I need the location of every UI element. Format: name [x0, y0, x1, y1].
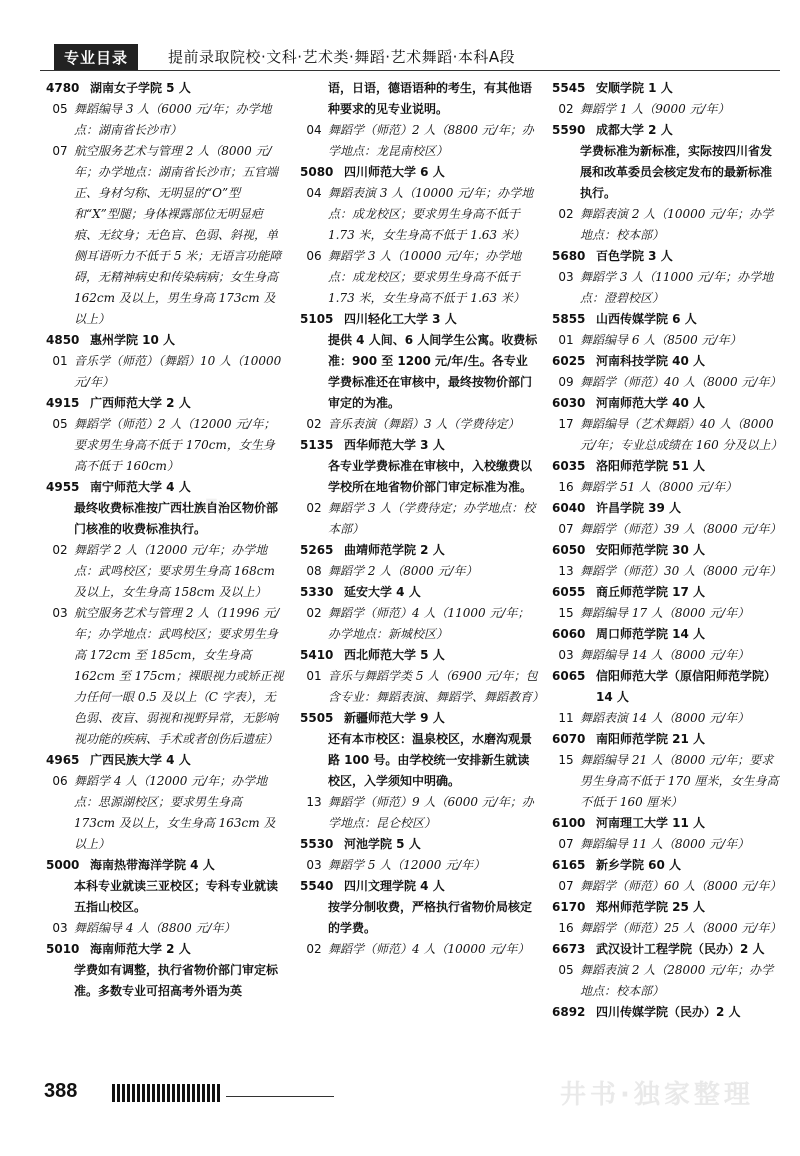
- school-code: 4915: [46, 396, 80, 410]
- school-note: 按学分制收费，严格执行省物价局核定的学费。: [328, 900, 533, 935]
- school-code: 5505: [300, 711, 334, 725]
- major-description: 舞蹈学 3 人（学费待定；办学地点：校本部）: [328, 501, 536, 536]
- background-watermark: ·: [200, 470, 253, 540]
- school-entry: [300, 876, 538, 897]
- major-description: 舞蹈编导 14 人（8000 元/年）: [580, 648, 750, 662]
- school-entry: [552, 120, 782, 141]
- school-code: 6060: [552, 627, 586, 641]
- school-code: 5540: [300, 879, 334, 893]
- major-description: 舞蹈学 5 人（12000 元/年）: [328, 858, 486, 872]
- major-code: 04: [306, 186, 322, 200]
- school-code: 6673: [552, 942, 586, 956]
- major-code: 13: [558, 564, 574, 578]
- school-code: 6035: [552, 459, 586, 473]
- school-note: 本科专业就读三亚校区；专科专业就读五指山校区。: [74, 879, 279, 914]
- school-entry: [552, 897, 782, 918]
- major-description: 舞蹈编导 11 人（8000 元/年）: [580, 837, 750, 851]
- major-entry: [552, 876, 782, 897]
- header-rule: [40, 70, 780, 71]
- school-code: 6040: [552, 501, 586, 515]
- school-entry: [46, 393, 284, 414]
- major-code: 07: [558, 522, 574, 536]
- major-description: 舞蹈编导 6 人（8500 元/年）: [580, 333, 742, 347]
- major-description: 舞蹈学（师范）39 人（8000 元/年）: [580, 522, 782, 536]
- major-entry: [552, 750, 782, 813]
- school-name: 安顺学院 1 人: [596, 81, 673, 95]
- school-entry: [300, 435, 538, 456]
- major-description: 舞蹈编导 4 人（8800 元/年）: [74, 921, 236, 935]
- major-entry: [300, 414, 538, 435]
- major-description: 音乐与舞蹈学类 5 人（6900 元/年；包含专业：舞蹈表演、舞蹈学、舞蹈教育）: [328, 669, 545, 704]
- school-entry: [46, 477, 284, 498]
- school-name: 河南理工大学 11 人: [596, 816, 706, 830]
- school-name: 南宁师范大学 4 人: [90, 480, 191, 494]
- major-description: 航空服务艺术与管理 2 人（8000 元/年；办学地点：湖南省长沙市；五官端正、身材匀称、无明显的“O”型和“X”型腿；身体裸露部位无明显疤痕、无纹身；无色盲、色弱、斜视，单侧耳语听力不低于 5 米；无语言功能障碍，无精神病史和传染病病；女生身高 162cm 及以上，男生身高 173cm 及以上）: [74, 144, 282, 326]
- school-name: 河南师范大学 40 人: [596, 396, 706, 410]
- major-entry: [46, 141, 284, 330]
- major-entry: [552, 99, 782, 120]
- watermark-text: 井书·独家整理: [560, 1080, 754, 1110]
- major-code: 06: [306, 249, 322, 263]
- school-entry: [300, 834, 538, 855]
- major-description: 舞蹈学 2 人（8000 元/年）: [328, 564, 478, 578]
- school-code: 4955: [46, 480, 80, 494]
- major-entry: [300, 666, 545, 708]
- school-note: 学费标准为新标准，实际按四川省发展和改革委员会核定发布的最新标准执行。: [580, 144, 773, 200]
- school-code: 4780: [46, 81, 80, 95]
- school-code: 6050: [552, 543, 586, 557]
- major-description: 舞蹈编导 3 人（6000 元/年；办学地点：湖南省长沙市）: [74, 102, 272, 137]
- major-code: 02: [306, 942, 322, 956]
- major-entry: [300, 561, 538, 582]
- school-name: 河池学院 5 人: [344, 837, 421, 851]
- major-entry: [46, 918, 284, 939]
- school-name: 西北师范大学 5 人: [344, 648, 445, 662]
- major-description: 舞蹈学（师范）60 人（8000 元/年）: [580, 879, 782, 893]
- school-name: 四川传媒学院（民办）2 人: [596, 1005, 741, 1019]
- major-entry: [552, 645, 782, 666]
- school-code: 6170: [552, 900, 586, 914]
- school-code: 6070: [552, 732, 586, 746]
- school-entry: [552, 498, 782, 519]
- school-code: 5590: [552, 123, 586, 137]
- school-note: 各专业学费标准在审核中，入校缴费以学校所在地省物价部门审定标准为准。: [328, 459, 533, 494]
- major-code: 03: [306, 858, 322, 872]
- school-name: 安阳师范学院 30 人: [596, 543, 706, 557]
- major-entry: [552, 603, 782, 624]
- school-entry: [552, 1002, 782, 1023]
- major-entry: [300, 498, 538, 540]
- school-name: 山西传媒学院 6 人: [596, 312, 697, 326]
- major-description: 舞蹈表演 14 人（8000 元/年）: [580, 711, 750, 725]
- school-entry: [552, 666, 782, 708]
- school-code: 5680: [552, 249, 586, 263]
- major-code: 15: [558, 753, 574, 767]
- barcode-decoration: [112, 1084, 222, 1102]
- major-description: 舞蹈学（师范）9 人（6000 元/年；办学地点：昆仑校区）: [328, 795, 534, 830]
- school-name: 四川文理学院 4 人: [344, 879, 445, 893]
- school-code: 6100: [552, 816, 586, 830]
- major-code: 11: [558, 711, 574, 725]
- major-entry: [552, 372, 782, 393]
- school-name: 武汉设计工程学院（民办）2 人: [596, 942, 765, 956]
- school-code: 5000: [46, 858, 80, 872]
- school-entry: [552, 939, 782, 960]
- school-name: 南阳师范学院 21 人: [596, 732, 706, 746]
- major-entry: [46, 351, 284, 393]
- major-code: 06: [52, 774, 68, 788]
- school-code: 6892: [552, 1005, 586, 1019]
- major-code: 09: [558, 375, 574, 389]
- school-note: 提供 4 人间、6 人间学生公寓。收费标准：900 至 1200 元/年/生。各专业学费标准还在审核中，最终按物价部门审定的为准。: [328, 333, 538, 410]
- school-name: 周口师范学院 14 人: [596, 627, 706, 641]
- major-code: 16: [558, 921, 574, 935]
- major-description: 舞蹈学（师范）2 人（12000 元/年；要求男生身高不低于 170cm，女生身高不低于 160cm）: [74, 417, 276, 473]
- school-entry: [46, 939, 284, 960]
- major-entry: [552, 330, 782, 351]
- school-code: 6165: [552, 858, 586, 872]
- major-description: 舞蹈学（师范）30 人（8000 元/年）: [580, 564, 782, 578]
- school-entry: [46, 855, 284, 876]
- major-code: 07: [558, 879, 574, 893]
- school-name: 商丘师范学院 17 人: [596, 585, 706, 599]
- major-description: 舞蹈表演 2 人（10000 元/年；办学地点：校本部）: [580, 207, 774, 242]
- school-entry: [552, 855, 782, 876]
- major-code: 16: [558, 480, 574, 494]
- major-code: 03: [52, 606, 68, 620]
- major-code: 01: [52, 354, 68, 368]
- school-name: 成都大学 2 人: [596, 123, 673, 137]
- major-entry: [46, 603, 284, 750]
- major-description: 航空服务艺术与管理 2 人（11996 元/年；办学地点：武鸣校区；要求男生身高 172cm 至 185cm，女生身高 162cm 至 175cm；裸眼视力或矫正视力任何一眼 0.5 及以上（C 字表），无色弱、夜盲、弱视和视野异常，无影响视功能的疾病、手术或者创伤后遗症）: [74, 606, 284, 746]
- school-name: 四川轻化工大学 3 人: [344, 312, 457, 326]
- major-description: 舞蹈学 51 人（8000 元/年）: [580, 480, 738, 494]
- major-description: 舞蹈学（师范）25 人（8000 元/年）: [580, 921, 782, 935]
- school-entry: [552, 78, 782, 99]
- school-note: 学费如有调整，执行省物价部门审定标准。多数专业可招高考外语为英: [74, 963, 279, 998]
- major-description: 音乐表演（舞蹈）3 人（学费待定）: [328, 417, 520, 431]
- page-header: [40, 44, 780, 70]
- major-description: 舞蹈学 4 人（12000 元/年；办学地点：思源湖校区；要求男生身高 173cm 及以上，女生身高 163cm 及以上）: [74, 774, 276, 851]
- major-entry: [552, 204, 782, 246]
- major-code: 03: [558, 270, 574, 284]
- school-code: 5105: [300, 312, 334, 326]
- school-entry: [552, 246, 782, 267]
- school-entry: [552, 813, 782, 834]
- school-name: 许昌学院 39 人: [596, 501, 682, 515]
- major-description: 舞蹈表演 2 人（28000 元/年；办学地点：校本部）: [580, 963, 774, 998]
- school-entry: [300, 708, 538, 729]
- school-code: 4965: [46, 753, 80, 767]
- major-code: 17: [558, 417, 574, 431]
- major-code: 03: [558, 648, 574, 662]
- school-name: 信阳师范大学（原信阳师范学院）14 人: [596, 669, 777, 704]
- school-entry: [552, 393, 782, 414]
- school-entry: [300, 162, 538, 183]
- major-description: 舞蹈学（师范）4 人（10000 元/年）: [328, 942, 530, 956]
- school-code: 5855: [552, 312, 586, 326]
- school-name: 惠州学院 10 人: [90, 333, 176, 347]
- major-description: 舞蹈编导 17 人（8000 元/年）: [580, 606, 750, 620]
- major-entry: [552, 477, 782, 498]
- section-tag: 专业目录: [54, 44, 138, 71]
- school-code: 5545: [552, 81, 586, 95]
- school-entry: [46, 78, 284, 99]
- major-entry: [552, 708, 782, 729]
- major-entry: [552, 267, 782, 309]
- school-note: 还有本市校区：温泉校区，水磨沟观景路 100 号。由学校统一安排新生就读校区，入学须知中明确。: [328, 732, 533, 788]
- school-name: 延安大学 4 人: [344, 585, 421, 599]
- major-description: 舞蹈表演 3 人（10000 元/年；办学地点：成龙校区；要求男生身高不低于 1.73 米，女生身高不低于 1.63 米）: [328, 186, 534, 242]
- major-entry: [46, 99, 284, 141]
- major-code: 07: [558, 837, 574, 851]
- major-entry: [300, 792, 538, 834]
- school-note: 语，日语，德语语种的考生，有其他语种要求的见专业说明。: [328, 81, 533, 116]
- catalog-column-2: [300, 78, 545, 960]
- school-entry: [552, 456, 782, 477]
- school-code: 5080: [300, 165, 334, 179]
- major-entry: [300, 855, 538, 876]
- major-entry: [552, 960, 782, 1002]
- school-entry: [300, 582, 538, 603]
- school-entry: [552, 309, 782, 330]
- school-name: 新疆师范大学 9 人: [344, 711, 445, 725]
- school-entry: [552, 729, 782, 750]
- school-name: 曲靖师范学院 2 人: [344, 543, 445, 557]
- school-name: 海南热带海洋学院 4 人: [90, 858, 215, 872]
- school-name: 郑州师范学院 25 人: [596, 900, 706, 914]
- major-code: 07: [52, 144, 68, 158]
- school-entry: [552, 540, 782, 561]
- major-description: 舞蹈学（师范）4 人（11000 元/年；办学地点：新城校区）: [328, 606, 530, 641]
- major-code: 02: [52, 543, 68, 557]
- major-code: 15: [558, 606, 574, 620]
- school-code: 5530: [300, 837, 334, 851]
- major-code: 05: [558, 963, 574, 977]
- school-name: 广西民族大学 4 人: [90, 753, 191, 767]
- major-entry: [552, 519, 782, 540]
- major-description: 舞蹈编导（艺术舞蹈）40 人（8000 元/年；专业总成绩在 160 分及以上）: [580, 417, 783, 452]
- major-code: 01: [558, 333, 574, 347]
- major-description: 舞蹈学（师范）2 人（8800 元/年；办学地点：龙昆南校区）: [328, 123, 534, 158]
- major-entry: [300, 246, 538, 309]
- school-entry: [552, 582, 782, 603]
- school-entry: [46, 750, 284, 771]
- school-code: 5135: [300, 438, 334, 452]
- major-code: 08: [306, 564, 322, 578]
- school-entry: [300, 309, 538, 330]
- school-code: 6025: [552, 354, 586, 368]
- school-code: 4850: [46, 333, 80, 347]
- major-entry: [300, 120, 538, 162]
- school-code: 6030: [552, 396, 586, 410]
- major-description: 音乐学（师范）（舞蹈）10 人（10000 元/年）: [74, 354, 282, 389]
- major-code: 05: [52, 417, 68, 431]
- major-code: 01: [306, 669, 322, 683]
- major-entry: [46, 540, 284, 603]
- major-code: 02: [558, 207, 574, 221]
- school-name: 西华师范大学 3 人: [344, 438, 445, 452]
- school-code: 6065: [552, 669, 586, 683]
- major-entry: [552, 561, 782, 582]
- school-code: 5330: [300, 585, 334, 599]
- school-entry: [300, 540, 538, 561]
- major-description: 舞蹈学（师范）40 人（8000 元/年）: [580, 375, 782, 389]
- footer-rule: [226, 1096, 334, 1097]
- school-name: 百色学院 3 人: [596, 249, 673, 263]
- major-entry: [300, 183, 538, 246]
- major-code: 02: [558, 102, 574, 116]
- major-description: 舞蹈编导 21 人（8000 元/年；要求男生身高不低于 170 厘米，女生身高不低于 160 厘米）: [580, 753, 779, 809]
- major-entry: [552, 918, 782, 939]
- school-entry: [46, 330, 284, 351]
- catalog-column-1: [46, 78, 284, 1002]
- major-entry: [552, 834, 782, 855]
- catalog-column-3: [552, 78, 782, 1023]
- school-entry: [552, 351, 782, 372]
- major-entry: [46, 414, 284, 477]
- major-description: 舞蹈学 3 人（10000 元/年；办学地点：成龙校区；要求男生身高不低于 1.73 米，女生身高不低于 1.63 米）: [328, 249, 525, 305]
- school-name: 河南科技学院 40 人: [596, 354, 706, 368]
- major-entry: [300, 603, 538, 645]
- school-code: 5265: [300, 543, 334, 557]
- school-code: 5410: [300, 648, 334, 662]
- major-code: 13: [306, 795, 322, 809]
- school-entry: [552, 624, 782, 645]
- major-code: 02: [306, 417, 322, 431]
- school-name: 四川师范大学 6 人: [344, 165, 445, 179]
- major-code: 02: [306, 501, 322, 515]
- major-code: 03: [52, 921, 68, 935]
- school-note: 最终收费标准按广西壮族自治区物价部门核准的收费标准执行。: [74, 501, 279, 536]
- major-description: 舞蹈学 3 人（11000 元/年；办学地点：澄碧校区）: [580, 270, 774, 305]
- major-code: 04: [306, 123, 322, 137]
- school-name: 海南师范大学 2 人: [90, 942, 191, 956]
- school-name: 湖南女子学院 5 人: [90, 81, 191, 95]
- school-entry: [300, 645, 538, 666]
- school-name: 洛阳师范学院 51 人: [596, 459, 706, 473]
- major-description: 舞蹈学 1 人（9000 元/年）: [580, 102, 730, 116]
- major-code: 02: [306, 606, 322, 620]
- school-code: 5010: [46, 942, 80, 956]
- major-entry: [46, 771, 284, 855]
- page-footer: [44, 1080, 334, 1106]
- page-number: 388: [44, 1080, 78, 1102]
- major-entry: [552, 414, 782, 456]
- header-title: 提前录取院校·文科·艺术类·舞蹈·艺术舞蹈·本科A段: [168, 48, 516, 66]
- school-code: 6055: [552, 585, 586, 599]
- major-code: 05: [52, 102, 68, 116]
- major-description: 舞蹈学 2 人（12000 元/年；办学地点：武鸣校区；要求男生身高 168cm 及以上，女生身高 158cm 及以上）: [74, 543, 275, 599]
- major-entry: [300, 939, 538, 960]
- school-name: 广西师范大学 2 人: [90, 396, 191, 410]
- school-name: 新乡学院 60 人: [596, 858, 682, 872]
